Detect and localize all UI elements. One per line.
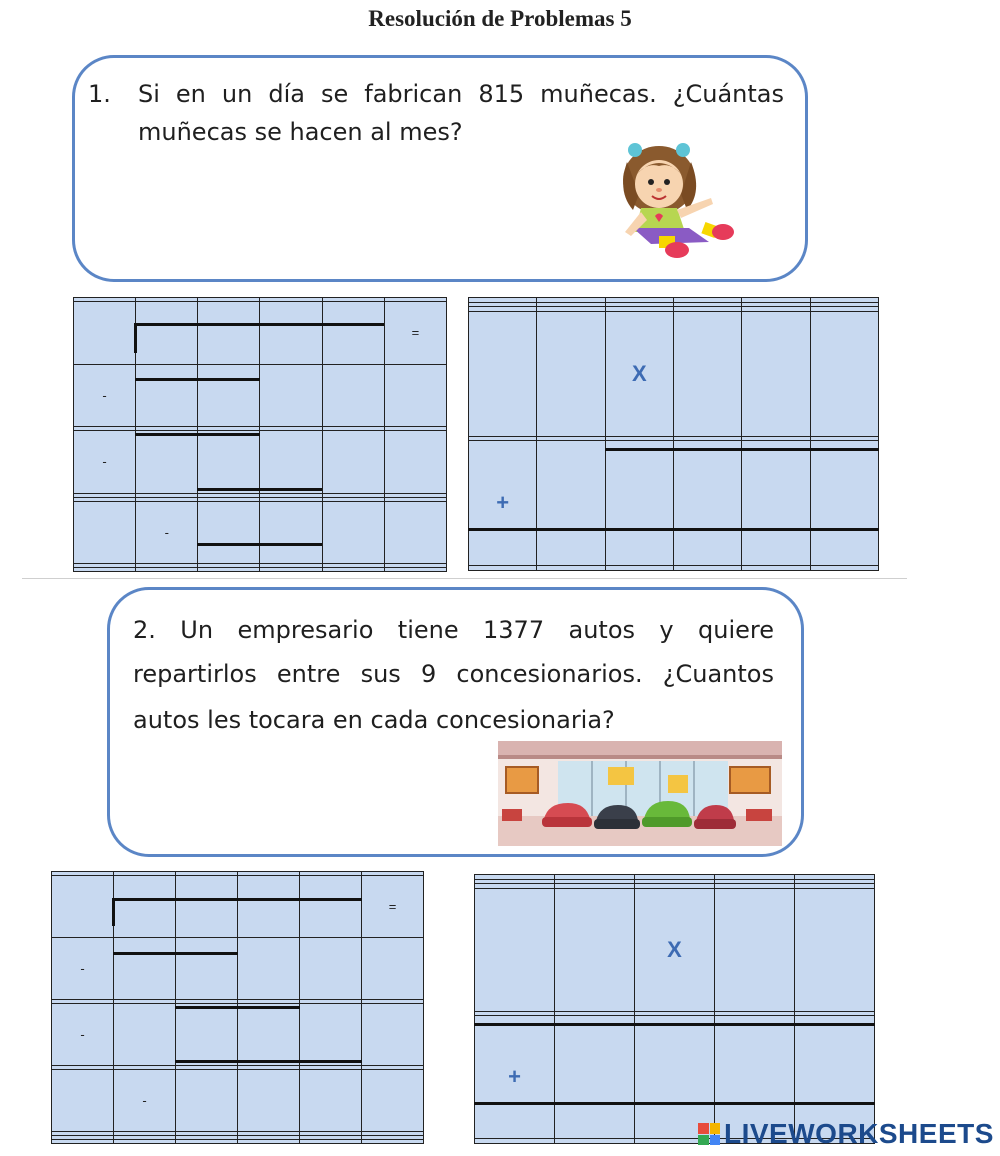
plus-sign: + [475, 1016, 555, 1139]
division-bracket-vertical [112, 898, 115, 926]
answer-cell[interactable] [384, 431, 446, 494]
answer-cell[interactable] [136, 364, 198, 427]
answer-cell[interactable] [198, 301, 260, 364]
answer-cell[interactable] [810, 311, 878, 436]
answer-cell[interactable] [384, 364, 446, 427]
equals-sign: = [384, 301, 446, 364]
answer-cell[interactable] [673, 566, 741, 571]
answer-cell[interactable] [322, 501, 384, 564]
answer-cell[interactable] [238, 1070, 300, 1132]
times-sign: X [605, 311, 673, 436]
answer-cell[interactable] [198, 364, 260, 427]
answer-cell[interactable] [605, 441, 673, 566]
answer-cell[interactable] [74, 501, 136, 564]
answer-cell[interactable] [475, 888, 555, 1011]
problem-2-text-line1: 2. Un empresario tiene 1377 autos y quiere [133, 616, 774, 644]
answer-cell[interactable] [260, 431, 322, 494]
answer-cell[interactable] [300, 1070, 362, 1132]
answer-cell[interactable] [673, 311, 741, 436]
answer-cell[interactable] [810, 441, 878, 566]
answer-cell[interactable] [469, 566, 537, 571]
product-line [605, 448, 879, 451]
answer-cell[interactable] [198, 501, 260, 564]
minus-sign: - [52, 938, 114, 1000]
answer-cell[interactable] [136, 568, 198, 572]
answer-cell[interactable] [715, 888, 795, 1011]
problem-1-text-line2: muñecas se hacen al mes? [138, 118, 463, 146]
answer-cell[interactable] [238, 938, 300, 1000]
times-sign: X [635, 888, 715, 1011]
answer-cell[interactable] [260, 501, 322, 564]
answer-cell[interactable] [114, 875, 176, 937]
problem-1-text-line1: Si en un día se fabrican 815 muñecas. ¿Cuántas [138, 80, 784, 108]
answer-cell[interactable] [322, 568, 384, 572]
answer-cell[interactable] [176, 938, 238, 1000]
liveworksheets-watermark [698, 1118, 994, 1150]
answer-cell[interactable] [384, 501, 446, 564]
answer-cell[interactable] [52, 875, 114, 937]
answer-cell[interactable] [810, 566, 878, 571]
watermark-text: LIVEWORKSHEETS [724, 1118, 994, 1149]
answer-cell[interactable] [537, 441, 605, 566]
answer-cell[interactable] [260, 301, 322, 364]
answer-cell[interactable] [260, 364, 322, 427]
answer-cell[interactable] [198, 568, 260, 572]
sum-line [468, 528, 879, 531]
answer-cell[interactable] [555, 1016, 635, 1139]
division-bracket-horizontal [112, 898, 362, 901]
answer-cell[interactable] [322, 301, 384, 364]
section-divider [22, 578, 907, 579]
answer-cell[interactable] [52, 1070, 114, 1132]
answer-cell[interactable] [300, 1140, 362, 1144]
minus-sign: - [52, 1004, 114, 1066]
answer-cell[interactable] [537, 311, 605, 436]
answer-cell[interactable] [362, 938, 424, 1000]
answer-cell[interactable] [238, 1004, 300, 1066]
problem-2-text-line3: autos les tocara en cada concesionaria? [133, 706, 615, 734]
answer-cell[interactable] [136, 301, 198, 364]
answer-cell[interactable] [362, 1070, 424, 1132]
answer-cell[interactable] [74, 568, 136, 572]
subtraction-line [135, 378, 260, 381]
minus-sign: - [74, 431, 136, 494]
answer-cell[interactable] [555, 1139, 635, 1144]
answer-cell[interactable] [176, 1070, 238, 1132]
subtraction-line [197, 488, 322, 491]
product-line [474, 1023, 875, 1026]
answer-cell[interactable] [475, 1139, 555, 1144]
answer-cell[interactable] [362, 1140, 424, 1144]
minus-sign: - [136, 501, 198, 564]
division-grid-1 [73, 297, 447, 572]
plus-sign: + [469, 441, 537, 566]
answer-cell[interactable] [238, 1140, 300, 1144]
page-title: Resolución de Problemas 5 [368, 6, 632, 31]
answer-cell[interactable] [673, 441, 741, 566]
division-bracket-horizontal [134, 323, 384, 326]
answer-cell[interactable] [176, 875, 238, 937]
sum-line [474, 1102, 875, 1105]
equals-sign: = [362, 875, 424, 937]
division-bracket-vertical [134, 323, 137, 353]
answer-cell[interactable] [795, 888, 875, 1011]
minus-sign: - [114, 1070, 176, 1132]
answer-cell[interactable] [198, 431, 260, 494]
answer-cell[interactable] [238, 875, 300, 937]
answer-cell[interactable] [300, 938, 362, 1000]
answer-cell[interactable] [260, 568, 322, 572]
answer-cell[interactable] [114, 1140, 176, 1144]
subtraction-line [135, 433, 260, 436]
problem-1-number: 1. [88, 80, 111, 108]
answer-cell[interactable] [742, 311, 810, 436]
answer-cell[interactable] [300, 1004, 362, 1066]
answer-cell[interactable] [176, 1004, 238, 1066]
subtraction-line [113, 952, 238, 955]
subtraction-line [175, 1006, 300, 1009]
answer-cell[interactable] [555, 888, 635, 1011]
answer-cell[interactable] [362, 1004, 424, 1066]
answer-cell[interactable] [74, 301, 136, 364]
subtraction-line [197, 543, 322, 546]
answer-cell[interactable] [114, 938, 176, 1000]
answer-cell[interactable] [469, 311, 537, 436]
answer-cell[interactable] [322, 431, 384, 494]
subtraction-line [175, 1060, 362, 1063]
answer-cell[interactable] [384, 568, 446, 572]
answer-cell[interactable] [176, 1140, 238, 1144]
answer-cell[interactable] [114, 1004, 176, 1066]
answer-cell[interactable] [322, 364, 384, 427]
answer-cell[interactable] [742, 566, 810, 571]
answer-cell[interactable] [605, 566, 673, 571]
car-dealership-illustration [498, 741, 782, 846]
minus-sign: - [74, 364, 136, 427]
answer-cell[interactable] [300, 875, 362, 937]
answer-cell[interactable] [136, 431, 198, 494]
answer-cell[interactable] [52, 1140, 114, 1144]
liveworksheets-logo-icon [698, 1123, 720, 1145]
doll-illustration [615, 132, 745, 262]
problem-2-text-line2: repartirlos entre sus 9 concesionarios. ¿Cuantos [133, 660, 774, 688]
answer-cell[interactable] [742, 441, 810, 566]
answer-cell[interactable] [537, 566, 605, 571]
